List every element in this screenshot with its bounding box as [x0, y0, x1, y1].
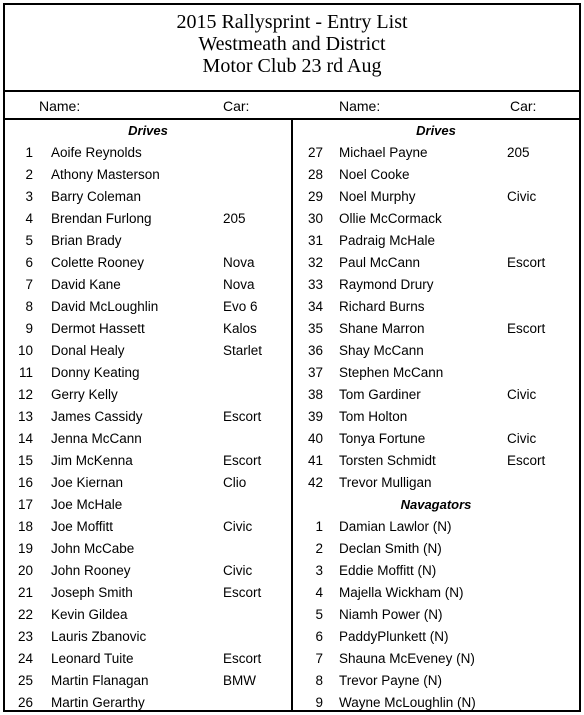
entry-row: [293, 626, 579, 648]
entry-car: 205: [223, 211, 246, 226]
entry-name: Padraig McHale: [339, 233, 436, 248]
entry-number: 5: [315, 607, 323, 622]
entry-car: Clio: [223, 475, 247, 490]
entry-car: Nova: [223, 277, 255, 292]
entry-row: [293, 208, 579, 230]
entry-number: 39: [307, 409, 323, 424]
right-column: [293, 120, 579, 710]
entry-number: 42: [307, 475, 323, 490]
entry-name: Brendan Furlong: [51, 211, 152, 226]
entry-name: Leonard Tuite: [51, 651, 134, 666]
entry-row: [293, 560, 579, 582]
entry-number: 7: [315, 651, 323, 666]
entry-row: [293, 450, 579, 472]
entry-row: [5, 164, 291, 186]
entry-row: [293, 142, 579, 164]
right-car-header: Car:: [510, 98, 537, 114]
entry-number: 35: [307, 321, 323, 336]
entry-name: Eddie Moffitt (N): [339, 563, 437, 578]
entry-number: 32: [307, 255, 323, 270]
entry-row: [5, 538, 291, 560]
entry-row: [5, 142, 291, 164]
entry-row: [5, 428, 291, 450]
entry-row: [293, 296, 579, 318]
entry-name: Barry Coleman: [51, 189, 142, 204]
entry-number: 4: [315, 585, 323, 600]
entry-number: 25: [17, 673, 33, 688]
entry-number: 7: [25, 277, 33, 292]
entry-number: 3: [315, 563, 323, 578]
entry-name: David Kane: [51, 277, 121, 292]
entry-number: 20: [17, 563, 33, 578]
entry-number: 19: [17, 541, 33, 556]
entry-row: [5, 318, 291, 340]
entry-row: [5, 406, 291, 428]
entry-row: [5, 186, 291, 208]
entry-number: 10: [17, 343, 33, 358]
entry-row: [293, 428, 579, 450]
entry-car: Evo 6: [223, 299, 258, 314]
entry-number: 37: [307, 365, 323, 380]
entry-name: Trevor Payne (N): [339, 673, 443, 688]
entry-car: Civic: [223, 519, 253, 534]
entry-row: [293, 406, 579, 428]
entry-number: 3: [25, 189, 33, 204]
entry-name: Ollie McCormack: [339, 211, 442, 226]
drivers-section-heading: Drives: [416, 123, 456, 138]
entry-name: Dermot Hassett: [51, 321, 145, 336]
entry-number: 31: [307, 233, 323, 248]
entry-number: 29: [307, 189, 323, 204]
entry-row: [5, 208, 291, 230]
entry-name: Declan Smith (N): [339, 541, 442, 556]
entry-name: Trevor Mulligan: [339, 475, 432, 490]
entry-car: BMW: [223, 673, 256, 688]
entry-car: Civic: [223, 563, 253, 578]
entry-number: 1: [315, 519, 323, 534]
entry-row: [293, 186, 579, 208]
right-name-header: Name:: [339, 98, 381, 114]
entry-name: Martin Gerarthy: [51, 695, 145, 710]
entry-row: [5, 582, 291, 604]
entry-row: [293, 230, 579, 252]
entry-name: PaddyPlunkett (N): [339, 629, 449, 644]
entry-row: [293, 582, 579, 604]
entry-name: Noel Cooke: [339, 167, 410, 182]
entry-name: Joe Moffitt: [51, 519, 114, 534]
entry-row: [293, 472, 579, 494]
entry-name: Majella Wickham (N): [339, 585, 464, 600]
entry-number: 18: [17, 519, 33, 534]
entry-row: [5, 384, 291, 406]
entry-number: 5: [25, 233, 33, 248]
entry-name: Martin Flanagan: [51, 673, 149, 688]
entry-row: [293, 648, 579, 670]
entry-number: 4: [25, 211, 33, 226]
entry-row: [293, 384, 579, 406]
entry-name: Athony Masterson: [51, 167, 160, 182]
title-line-3: Motor Club 23 rd Aug: [202, 55, 382, 77]
entry-car: Nova: [223, 255, 255, 270]
entry-car: Civic: [507, 431, 537, 446]
entry-row: [293, 604, 579, 626]
entry-row: [5, 648, 291, 670]
entry-name: Damian Lawlor (N): [339, 519, 452, 534]
column-header-row: [5, 92, 579, 120]
entry-row: [293, 538, 579, 560]
entry-name: John Rooney: [51, 563, 131, 578]
entry-number: 28: [307, 167, 323, 182]
entry-name: Joe Kiernan: [51, 475, 124, 490]
entry-row: [293, 692, 579, 714]
entry-number: 2: [25, 167, 33, 182]
entry-row: [293, 670, 579, 692]
entry-number: 38: [307, 387, 323, 402]
entry-name: Colette Rooney: [51, 255, 145, 270]
entry-car: Kalos: [223, 321, 257, 336]
entry-row: [293, 252, 579, 274]
entry-name: Tom Holton: [339, 409, 408, 424]
entry-row: [293, 340, 579, 362]
entry-number: 26: [17, 695, 33, 710]
entry-list-sheet: [3, 3, 581, 712]
entry-number: 17: [17, 497, 33, 512]
navigators-section-heading: Navagators: [400, 497, 472, 512]
entry-name: Jim McKenna: [51, 453, 133, 468]
entry-number: 13: [17, 409, 33, 424]
entry-name: Michael Payne: [339, 145, 428, 160]
entry-name: Shane Marron: [339, 321, 425, 336]
entry-row: [5, 362, 291, 384]
entry-name: Shauna McEveney (N): [339, 651, 475, 666]
entry-name: Paul McCann: [339, 255, 421, 270]
entry-car: Escort: [223, 409, 262, 424]
entry-number: 12: [17, 387, 33, 402]
entry-number: 14: [17, 431, 33, 446]
entry-name: Niamh Power (N): [339, 607, 443, 622]
entry-number: 34: [307, 299, 323, 314]
entry-car: Escort: [507, 255, 546, 270]
entry-row: [293, 318, 579, 340]
entry-car: Escort: [507, 453, 546, 468]
entry-number: 23: [17, 629, 33, 644]
entry-row: [5, 604, 291, 626]
entry-row: [5, 692, 291, 714]
left-car-header: Car:: [223, 98, 250, 114]
entry-row: [5, 472, 291, 494]
entry-car: Civic: [507, 189, 537, 204]
entry-number: 9: [25, 321, 33, 336]
entry-row: [293, 516, 579, 538]
entry-row: [5, 560, 291, 582]
entry-row: [293, 274, 579, 296]
entry-name: Stephen McCann: [339, 365, 444, 380]
entry-name: Joe McHale: [51, 497, 123, 512]
entry-name: Gerry Kelly: [51, 387, 118, 402]
entry-number: 2: [315, 541, 323, 556]
left-name-header: Name:: [39, 98, 81, 114]
entry-name: James Cassidy: [51, 409, 143, 424]
entry-number: 1: [25, 145, 33, 160]
entry-number: 41: [307, 453, 323, 468]
entry-car: Civic: [507, 387, 537, 402]
entry-name: Jenna McCann: [51, 431, 142, 446]
entry-name: Donny Keating: [51, 365, 140, 380]
entry-number: 9: [315, 695, 323, 710]
entry-car: Escort: [223, 453, 262, 468]
entry-row: [5, 450, 291, 472]
entry-name: Wayne McLoughlin (N): [339, 695, 476, 710]
left-column: [5, 120, 291, 710]
entry-name: John McCabe: [51, 541, 135, 556]
entry-row: [5, 252, 291, 274]
entry-number: 6: [25, 255, 33, 270]
entry-number: 27: [307, 145, 323, 160]
title-line-2: Westmeath and District: [198, 33, 386, 55]
entry-number: 24: [17, 651, 33, 666]
entry-row: [5, 494, 291, 516]
entry-name: David McLoughlin: [51, 299, 159, 314]
entry-car: Escort: [223, 585, 262, 600]
entry-number: 15: [17, 453, 33, 468]
entry-car: Starlet: [223, 343, 263, 358]
entry-name: Richard Burns: [339, 299, 425, 314]
title-block: [5, 5, 579, 92]
entry-number: 8: [25, 299, 33, 314]
entry-number: 6: [315, 629, 323, 644]
entry-row: [293, 362, 579, 384]
entry-number: 8: [315, 673, 323, 688]
entry-row: [5, 274, 291, 296]
entry-name: Tonya Fortune: [339, 431, 426, 446]
entry-row: [5, 670, 291, 692]
entry-number: 40: [307, 431, 323, 446]
entry-name: Raymond Drury: [339, 277, 434, 292]
entry-number: 22: [17, 607, 33, 622]
title-line-1: 2015 Rallysprint - Entry List: [176, 11, 408, 33]
entry-number: 11: [18, 365, 33, 380]
entry-name: Tom Gardiner: [339, 387, 421, 402]
entry-name: Brian Brady: [51, 233, 122, 248]
entry-row: [5, 230, 291, 252]
entry-name: Donal Healy: [51, 343, 125, 358]
entry-number: 21: [17, 585, 33, 600]
entry-row: [5, 340, 291, 362]
entry-row: [5, 296, 291, 318]
entry-name: Shay McCann: [339, 343, 424, 358]
entry-car: 205: [507, 145, 530, 160]
entry-name: Aoife Reynolds: [51, 145, 142, 160]
entry-car: Escort: [223, 651, 262, 666]
entry-car: Escort: [507, 321, 546, 336]
entry-name: Kevin Gildea: [51, 607, 128, 622]
entry-row: [5, 516, 291, 538]
entry-number: 33: [307, 277, 323, 292]
entry-row: [293, 164, 579, 186]
drivers-section-heading: Drives: [128, 123, 168, 138]
entry-name: Lauris Zbanovic: [51, 629, 147, 644]
entry-number: 30: [307, 211, 323, 226]
entry-name: Noel Murphy: [339, 189, 416, 204]
entry-name: Joseph Smith: [51, 585, 133, 600]
entry-row: [5, 626, 291, 648]
entry-number: 16: [17, 475, 33, 490]
entry-number: 36: [307, 343, 323, 358]
entry-name: Torsten Schmidt: [339, 453, 436, 468]
